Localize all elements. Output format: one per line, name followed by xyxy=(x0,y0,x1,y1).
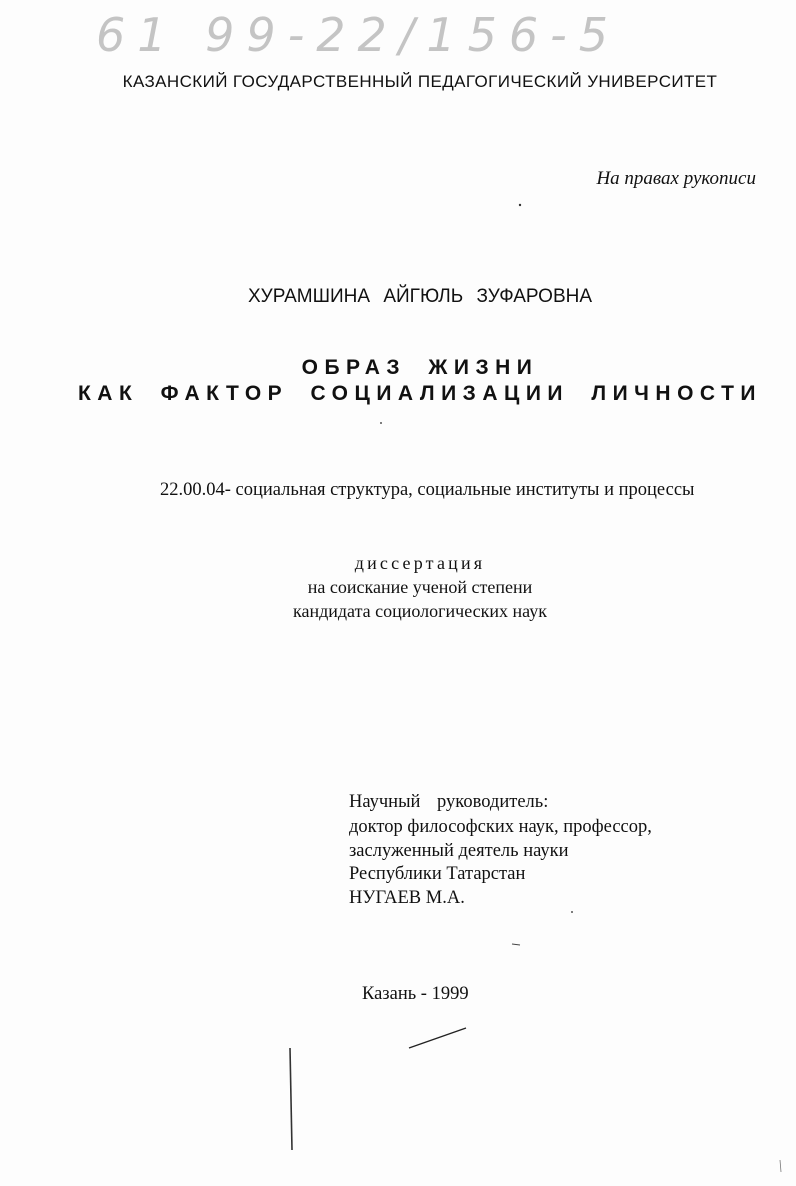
author-name: ХУРАМШИНА АЙГЮЛЬ ЗУФАРОВНА xyxy=(247,286,593,307)
handwritten-catalog-number xyxy=(96,4,636,66)
vertical-scan-line xyxy=(290,1048,292,1150)
pen-stroke xyxy=(409,1028,466,1048)
university-name: КАЗАНСКИЙ ГОСУДАРСТВЕННЫЙ ПЕДАГОГИЧЕСКИЙ УНИВЕРСИТЕТ xyxy=(122,72,718,91)
handwritten-catalog-text: 61 99-22/156-5 xyxy=(96,8,620,62)
supervisor-republic: Республики Татарстан xyxy=(349,864,526,884)
dissertation-label: диссертация xyxy=(354,553,486,573)
scan-speck xyxy=(519,204,521,206)
degree-line-2: кандидата социологических наук xyxy=(293,601,547,621)
supervisor-heading: Научный руководитель: xyxy=(349,792,549,812)
manuscript-rights-note: На правах рукописи xyxy=(596,168,756,189)
thesis-title-line-1: ОБРАЗ ЖИЗНИ xyxy=(301,356,539,379)
thesis-title-line-2: КАК ФАКТОР СОЦИАЛИЗАЦИИ ЛИЧНОСТИ xyxy=(77,382,762,405)
supervisor-degree: доктор философских наук, профессор, xyxy=(349,817,652,837)
degree-line-1: на соискание ученой степени xyxy=(307,577,533,597)
city-year: Казань - 1999 xyxy=(362,984,469,1004)
scan-speck xyxy=(780,1160,781,1172)
scan-speck xyxy=(380,422,382,424)
scan-speck xyxy=(571,911,573,913)
supervisor-title: заслуженный деятель науки xyxy=(349,841,569,861)
scan-speck xyxy=(512,944,520,945)
specialty-code: 22.00.04- социальная структура, социальные институты и процессы xyxy=(160,480,695,500)
supervisor-name: НУГАЕВ М.А. xyxy=(349,888,465,908)
